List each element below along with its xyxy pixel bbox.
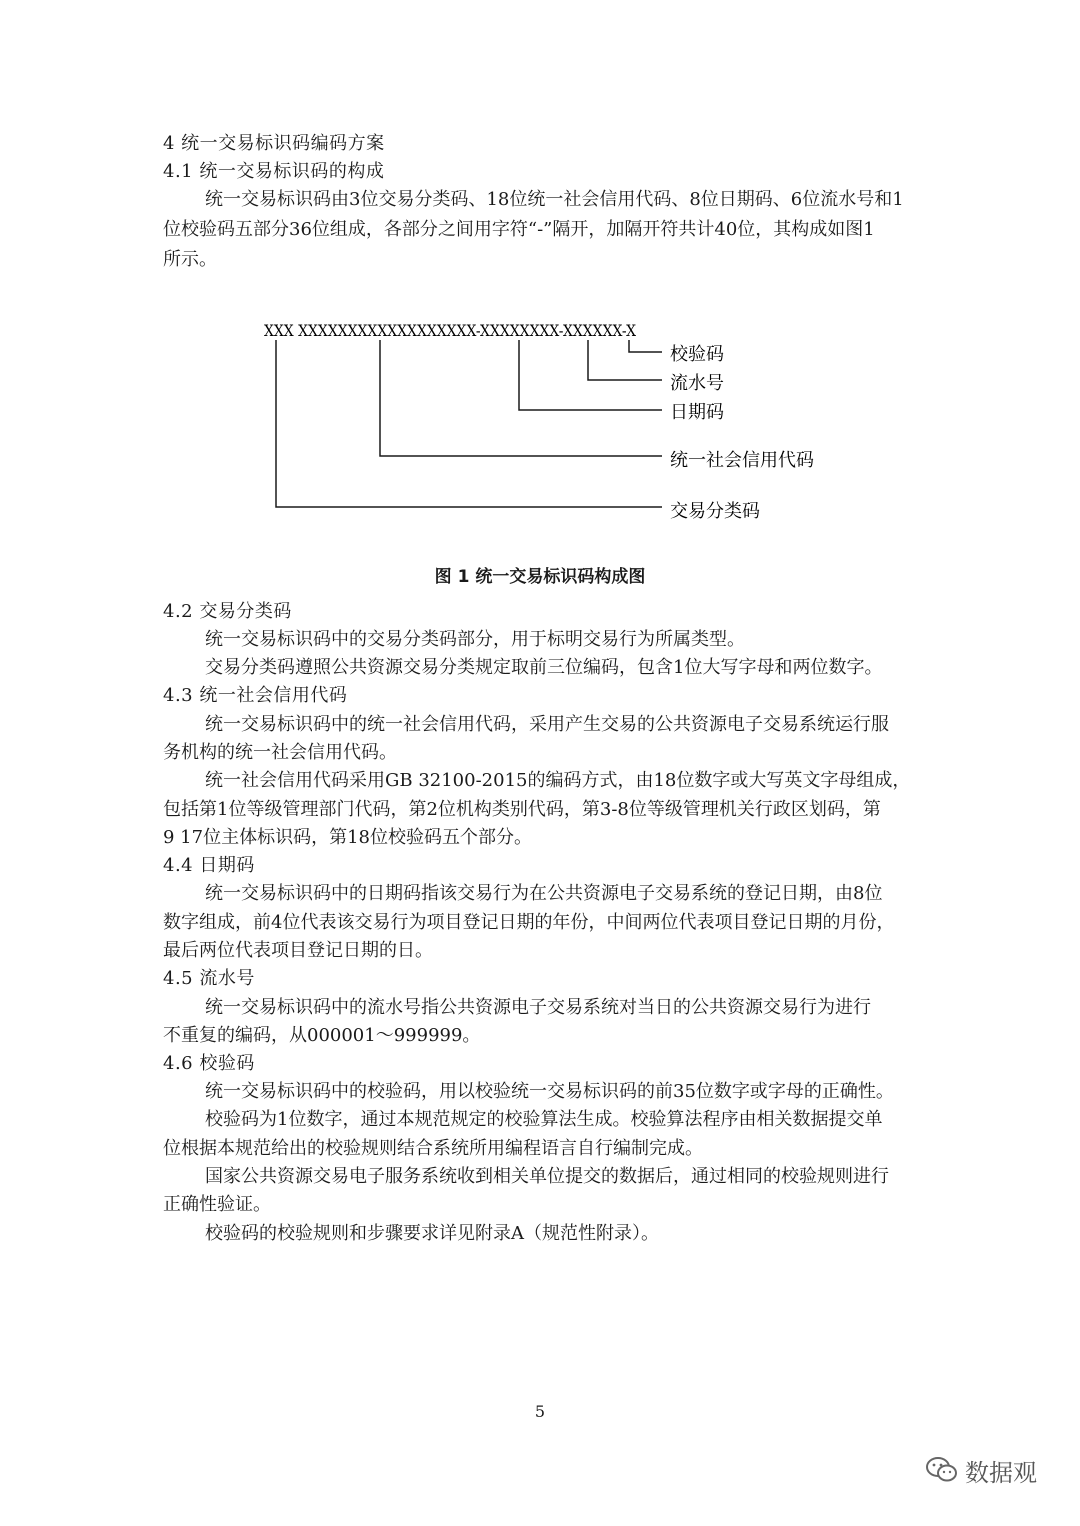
s43-p1-line-1: 统一交易标识码中的统一社会信用代码，采用产生交易的公共资源电子交易系统运行服 <box>205 714 889 735</box>
figure-caption: 图 1 统一交易标识码构成图 <box>434 567 646 587</box>
s46-p4: 校验码的校验规则和步骤要求详见附录A（规范性附录）。 <box>205 1223 659 1244</box>
s43-p2-line-2: 包括第1位等级管理部门代码，第2位机构类别代码，第3-8位等级管理机关行政区划码，第 <box>163 799 881 820</box>
s46-p1: 统一交易标识码中的校验码，用以校验统一交易标识码的前35位数字或字母的正确性。 <box>205 1081 894 1102</box>
heading-4-5: 4.5 流水号 <box>163 968 255 989</box>
code-structure-diagram <box>0 0 1080 560</box>
heading-4-3: 4.3 统一社会信用代码 <box>163 685 348 706</box>
s41-line-2: 位校验码五部分36位组成，各部分之间用字符“-”隔开，加隔开符共计40位，其构成如图1 <box>163 219 875 240</box>
label-credit: 统一社会信用代码 <box>670 450 814 471</box>
heading-4-4: 4.4 日期码 <box>163 855 255 876</box>
heading-4-2: 4.2 交易分类码 <box>163 601 292 622</box>
s44-p1-line-3: 最后两位代表项目登记日期的日。 <box>163 940 433 961</box>
s46-p2-line-2: 位根据本规范给出的校验规则结合系统所用编程语言自行编制完成。 <box>163 1138 703 1159</box>
s41-line-3: 所示。 <box>163 249 217 270</box>
label-check: 校验码 <box>670 344 724 365</box>
s43-p2-line-3: 9 17位主体标识码，第18位校验码五个部分。 <box>163 827 532 848</box>
leader-serial <box>588 340 662 380</box>
leader-category <box>276 340 662 507</box>
leader-credit <box>380 340 662 456</box>
section-title: 4 统一交易标识码编码方案 <box>163 133 385 154</box>
label-date: 日期码 <box>670 402 724 423</box>
s45-p1-line-1: 统一交易标识码中的流水号指公共资源电子交易系统对当日的公共资源交易行为进行 <box>205 997 871 1018</box>
s46-p3-line-2: 正确性验证。 <box>163 1194 271 1215</box>
s41-line-1: 统一交易标识码由3位交易分类码、18位统一社会信用代码、8位日期码、6位流水号和1 <box>205 189 904 210</box>
s44-p1-line-1: 统一交易标识码中的日期码指该交易行为在公共资源电子交易系统的登记日期，由8位 <box>205 883 883 904</box>
leader-check <box>629 340 662 352</box>
s44-p1-line-2: 数字组成，前4位代表该交易行为项目登记日期的年份，中间两位代表项目登记日期的月份， <box>163 912 895 933</box>
label-serial: 流水号 <box>670 373 724 394</box>
watermark <box>925 1452 1037 1488</box>
s42-p1: 统一交易标识码中的交易分类码部分，用于标明交易行为所属类型。 <box>205 629 745 650</box>
heading-4-1: 4.1 统一交易标识码的构成 <box>163 161 385 182</box>
page-number: 5 <box>534 1402 546 1421</box>
s42-p2: 交易分类码遵照公共资源交易分类规定取前三位编码，包含1位大写字母和两位数字。 <box>205 657 883 678</box>
label-category: 交易分类码 <box>670 501 760 522</box>
s43-p2-line-1: 统一社会信用代码采用GB 32100-2015的编码方式，由18位数字或大写英文字母组成， <box>205 770 911 791</box>
watermark-text: 数据观 <box>965 1458 1037 1487</box>
s43-p1-line-2: 务机构的统一社会信用代码。 <box>163 742 397 763</box>
s45-p1-line-2: 不重复的编码，从000001～999999。 <box>163 1025 481 1046</box>
wechat-icon <box>925 1456 959 1484</box>
code-string: XXX XXXXXXXXXXXXXXXXXX-XXXXXXXX-XXXXXX-X <box>264 322 636 340</box>
leader-date <box>519 340 662 410</box>
heading-4-6: 4.6 校验码 <box>163 1053 255 1074</box>
s46-p3-line-1: 国家公共资源交易电子服务系统收到相关单位提交的数据后，通过相同的校验规则进行 <box>205 1166 889 1187</box>
s46-p2-line-1: 校验码为1位数字，通过本规范规定的校验算法生成。校验算法程序由相关数据提交单 <box>205 1109 883 1130</box>
